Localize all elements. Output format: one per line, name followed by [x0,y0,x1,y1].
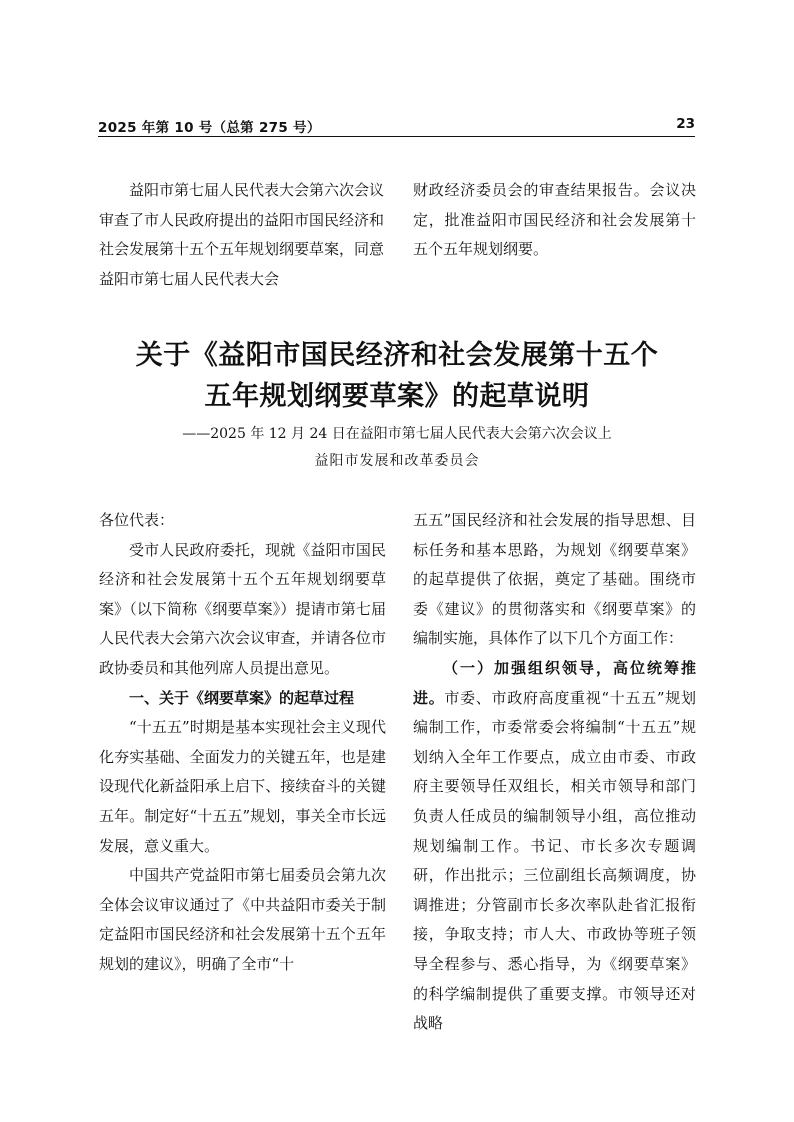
article-subtitle: ——2025 年 12 月 24 日在益阳市第七届人民代表大会第六次会议上 [182,426,612,442]
article-title-line2: 五年规划纲要草案》的起草说明 [204,381,590,412]
paragraph-1: 受市人民政府委托，现就《益阳市国民经济和社会发展第十五个五年规划纲要草案》（以下简称《纲要草案》）提请市第七届人民代表大会第六次会议审查，并请各位市政协委员和其他列席人员提出意见。 [99,540,386,677]
top-left-paragraph: 益阳市第七届人民代表大会第六次会议审查了市人民政府提出的益阳市国民经济和社会发展第十五个五年规划纲要草案，同意益阳市第七届人民代表大会 [99,181,385,288]
top-left-column [99,176,384,294]
article-organization: 益阳市发展和改革委员会 [314,453,480,469]
body-left-column [99,506,386,980]
paragraph-2: “十五五”时期是基本实现社会主义现代化夯实基础、全面发力的关键五年，也是建设现代化新益阳承上启下、接续奋斗的关键五年。制定好“十五五”规划，事关全市长远发展，意义重大。 [99,718,386,855]
body-right-column [413,506,696,1039]
salutation: 各位代表： [99,511,175,529]
section-1-heading: 一、关于《纲要草案》的起草过程 [129,688,355,707]
subsection-1-heading: （一）加强组织领导，高位统筹推进。 [413,658,696,707]
page-number: 23 [676,116,695,132]
issue-label: 2025 年第 10 号（总第 275 号） [98,120,321,136]
header-rule [98,136,695,137]
top-right-paragraph: 财政经济委员会的审查结果报告。会议决定，批准益阳市国民经济和社会发展第十五个五年规划纲要。 [413,181,696,259]
top-right-column [413,176,696,265]
article-title-line1: 关于《益阳市国民经济和社会发展第十五个 [135,340,659,371]
subsection-1-block [413,654,696,1039]
page-header [98,116,695,138]
paragraph-3: 中国共产党益阳市第七届委员会第九次全体会议审议通过了《中共益阳市委关于制定益阳市国民经济和社会发展第十五个五年规划的建议》，明确了全市“十 [99,866,386,973]
paragraph-4: 市委、市政府高度重视“十五五”规划编制工作，市委常委会将编制“十五五”规划纳入全年工作要点，成立由市委、市政府主要领导任双组长，相关市领导和部门负责人任成员的编制领导小组，高位推动规划编制工作。书记、市长多次专题调研，作出批示；三位副组长高频调度，协调推进；分管副市长多次率队赴省汇报衔接，争取支持；市人大、市政协等班子领导全程参与、悉心指导，为《纲要草案》的科学编制提供了重要支撑。市领导还对战略 [413,688,696,1033]
paragraph-3-continued: 五五”国民经济和社会发展的指导思想、目标任务和基本思路，为规划《纲要草案》的起草提供了依据，奠定了基础。围绕市委《建议》的贯彻落实和《纲要草案》的编制实施，具体作了以下几个方面工作： [413,511,696,648]
